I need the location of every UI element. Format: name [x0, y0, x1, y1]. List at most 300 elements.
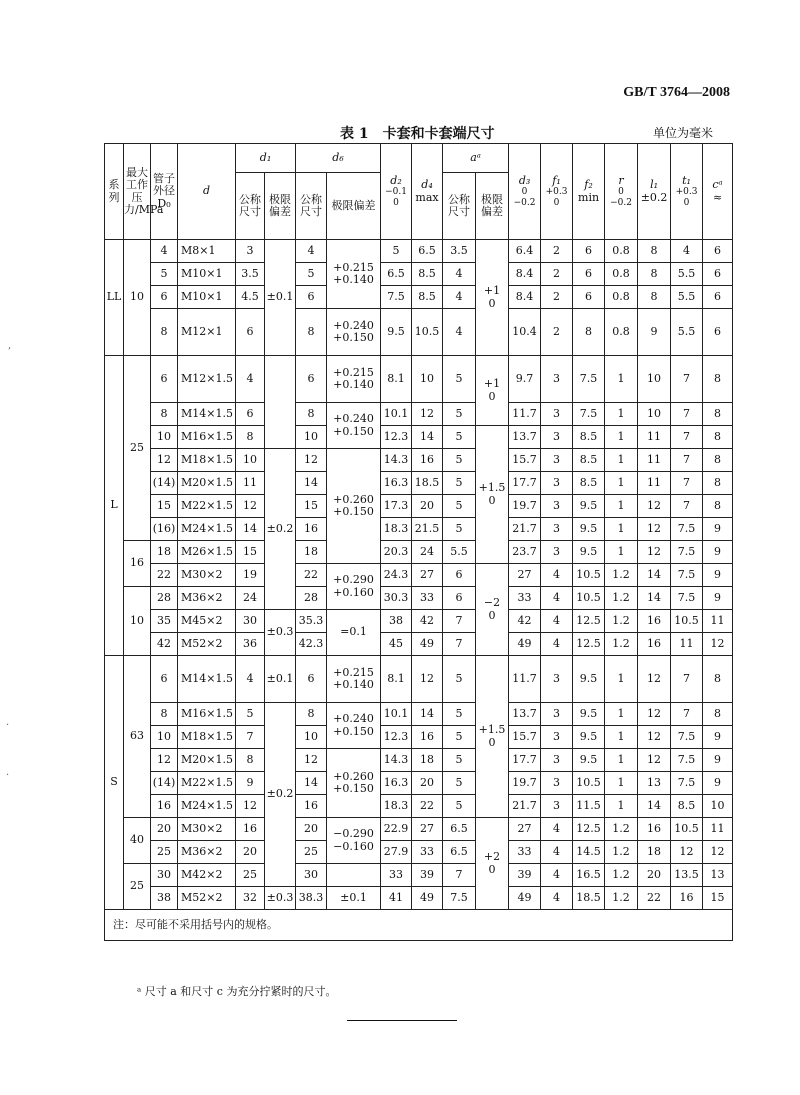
table-cell: 14: [638, 587, 671, 610]
pressure-cell: 10: [124, 587, 151, 656]
table-cell: 4.5: [236, 286, 265, 309]
table-cell: 36: [236, 633, 265, 656]
table-cell: M36×2: [178, 841, 236, 864]
table-row: [105, 309, 733, 356]
table-cell: 19.7: [509, 772, 541, 795]
tol-cell: +0.260 +0.150: [327, 449, 381, 564]
table-cell: 1.2: [605, 818, 638, 841]
table-cell: 12: [151, 749, 178, 772]
table-cell: 9.5: [573, 656, 605, 703]
table-cell: 3: [541, 449, 573, 472]
table-row: [105, 356, 733, 403]
table-cell: 12.5: [573, 610, 605, 633]
table-cell: 8: [703, 656, 733, 703]
table-cell: 33: [412, 841, 443, 864]
table-cell: 5: [443, 726, 476, 749]
table-cell: 24.3: [381, 564, 412, 587]
table-cell: 1: [605, 656, 638, 703]
table-cell: 6: [443, 564, 476, 587]
table-cell: 12: [671, 841, 703, 864]
table-cell: 9.5: [573, 726, 605, 749]
table-cell: 6: [703, 240, 733, 263]
table-cell: 0.8: [605, 240, 638, 263]
table-cell: 0.8: [605, 263, 638, 286]
table-cell: 5.5: [671, 263, 703, 286]
table-cell: 14: [638, 564, 671, 587]
table-cell: 8: [703, 426, 733, 449]
table-cell: 6: [236, 403, 265, 426]
table-cell: 12: [638, 541, 671, 564]
table-cell: 33: [381, 864, 412, 887]
table-cell: 30: [296, 864, 327, 887]
table-cell: 7.5: [671, 749, 703, 772]
table-cell: 16: [296, 795, 327, 818]
table-cell: 2: [541, 240, 573, 263]
table-cell: 4: [541, 841, 573, 864]
table-cell: 13.7: [509, 703, 541, 726]
table-cell: M42×2: [178, 864, 236, 887]
table-cell: M16×1.5: [178, 703, 236, 726]
table-cell: 3: [541, 356, 573, 403]
table-cell: 15: [236, 541, 265, 564]
table-row: [105, 610, 733, 633]
table-cell: 12: [236, 795, 265, 818]
standard-number: GB/T 3764—2008: [623, 85, 730, 100]
table-cell: 14: [638, 795, 671, 818]
table-cell: M20×1.5: [178, 472, 236, 495]
table-cell: 49: [412, 887, 443, 910]
table-cell: 9: [638, 309, 671, 356]
table-cell: 2: [541, 286, 573, 309]
table-cell: 11: [638, 449, 671, 472]
table-cell: 1: [605, 726, 638, 749]
table-cell: 38.3: [296, 887, 327, 910]
table-cell: 12: [236, 495, 265, 518]
table-cell: 1.2: [605, 610, 638, 633]
table-cell: 15: [151, 495, 178, 518]
col-a-tolerance: 极限偏差: [476, 173, 509, 240]
table-cell: 4: [443, 309, 476, 356]
table-cell: 9.5: [573, 495, 605, 518]
table-cell: 49: [509, 887, 541, 910]
table-cell: 7.5: [573, 356, 605, 403]
footnote: ᵃ 尺寸 a 和尺寸 c 为充分拧紧时的尺寸。: [137, 985, 337, 998]
table-cell: M52×2: [178, 887, 236, 910]
table-cell: 10: [703, 795, 733, 818]
table-cell: 4: [443, 286, 476, 309]
table-cell: 14: [412, 426, 443, 449]
table-cell: 7.5: [671, 772, 703, 795]
table-cell: 35.3: [296, 610, 327, 633]
table-cell: 7: [671, 426, 703, 449]
table-cell: 6.5: [412, 240, 443, 263]
table-cell: 12: [638, 726, 671, 749]
tol-cell: +0.215 +0.140: [327, 356, 381, 403]
table-cell: 8: [296, 309, 327, 356]
tol-cell: +0.215 +0.140: [327, 656, 381, 703]
table-cell: 42: [412, 610, 443, 633]
table-cell: 18: [412, 749, 443, 772]
table-cell: 15.7: [509, 726, 541, 749]
table-cell: 16.5: [573, 864, 605, 887]
table-cell: 6.5: [443, 818, 476, 841]
table-cell: 8.1: [381, 356, 412, 403]
table-cell: 1: [605, 749, 638, 772]
table-cell: 4: [541, 818, 573, 841]
table-cell: 20: [151, 818, 178, 841]
table-row: [105, 864, 733, 887]
col-a-nominal: 公称尺寸: [443, 173, 476, 240]
table-cell: M24×1.5: [178, 795, 236, 818]
table-row: [105, 841, 733, 864]
table-cell: 1: [605, 356, 638, 403]
table-cell: 28: [296, 587, 327, 610]
table-cell: 27.9: [381, 841, 412, 864]
tol-cell: +2 0: [476, 818, 509, 910]
table-cell: 10.5: [671, 610, 703, 633]
table-cell: 1: [605, 772, 638, 795]
table-cell: 22: [296, 564, 327, 587]
table-cell: 14: [296, 472, 327, 495]
table-cell: 5: [443, 495, 476, 518]
table-cell: 7: [671, 403, 703, 426]
table-cell: 11: [638, 472, 671, 495]
table-row: [105, 703, 733, 726]
table-cell: 7: [671, 449, 703, 472]
table-cell: 49: [509, 633, 541, 656]
table-cell: 13: [638, 772, 671, 795]
table-cell: 20: [638, 864, 671, 887]
table-cell: 9: [703, 726, 733, 749]
table-note: 注：尽可能不采用括号内的规格。: [105, 910, 733, 941]
table-cell: M10×1: [178, 263, 236, 286]
table-row: [105, 795, 733, 818]
col-d4: d₄ max: [412, 144, 443, 240]
table-cell: 20: [236, 841, 265, 864]
table-cell: 25: [296, 841, 327, 864]
table-cell: 8: [236, 749, 265, 772]
table-cell: 8.5: [573, 472, 605, 495]
table-row: [105, 587, 733, 610]
table-cell: 10.1: [381, 703, 412, 726]
pressure-cell: 25: [124, 356, 151, 541]
table-cell: 10: [412, 356, 443, 403]
table-cell: M22×1.5: [178, 772, 236, 795]
table-cell: 13.7: [509, 426, 541, 449]
table-cell: (14): [151, 772, 178, 795]
table-cell: 17.3: [381, 495, 412, 518]
table-cell: 15: [296, 495, 327, 518]
table-cell: 10.1: [381, 403, 412, 426]
table-cell: 22: [638, 887, 671, 910]
tol-cell: ±0.2: [265, 449, 296, 610]
table-cell: 8.1: [381, 656, 412, 703]
table-row: [105, 887, 733, 910]
table-cell: 3: [541, 541, 573, 564]
pressure-cell: 16: [124, 541, 151, 587]
table-cell: 5.5: [671, 286, 703, 309]
tol-cell: [265, 356, 296, 449]
col-f2: f₂ min: [573, 144, 605, 240]
table-cell: 8: [151, 703, 178, 726]
table-cell: 8: [703, 495, 733, 518]
table-cell: 5: [381, 240, 412, 263]
table-cell: 5.5: [443, 541, 476, 564]
table-cell: 2: [541, 309, 573, 356]
table-cell: 24: [412, 541, 443, 564]
table-cell: 14.3: [381, 749, 412, 772]
table-cell: 6.5: [381, 263, 412, 286]
col-d3: d₃ 0 −0.2: [509, 144, 541, 240]
table-cell: 8: [703, 403, 733, 426]
table-cell: 1: [605, 518, 638, 541]
table-cell: 1: [605, 426, 638, 449]
tol-cell: ±0.1: [327, 887, 381, 910]
tol-cell: +0.290 +0.160: [327, 564, 381, 610]
table-cell: 9.5: [573, 541, 605, 564]
table-cell: 14: [236, 518, 265, 541]
table-cell: 1.2: [605, 841, 638, 864]
table-row: [105, 472, 733, 495]
table-row: [105, 426, 733, 449]
table-cell: 10.5: [671, 818, 703, 841]
table-cell: 20: [296, 818, 327, 841]
table-cell: M12×1.5: [178, 356, 236, 403]
col-d6-nominal: 公称尺寸: [296, 173, 327, 240]
table-cell: 8: [296, 403, 327, 426]
table-cell: 38: [381, 610, 412, 633]
table-cell: 11.7: [509, 403, 541, 426]
tol-cell: +0.240 +0.150: [327, 403, 381, 449]
pressure-cell: 25: [124, 864, 151, 910]
table-cell: 0.8: [605, 286, 638, 309]
table-cell: 10: [296, 426, 327, 449]
table-cell: 8.4: [509, 263, 541, 286]
table-cell: 8: [638, 286, 671, 309]
table-cell: 12: [638, 656, 671, 703]
pressure-cell: 10: [124, 240, 151, 356]
table-row: [105, 495, 733, 518]
table-cell: 14: [296, 772, 327, 795]
table-cell: 42.3: [296, 633, 327, 656]
table-cell: 10: [296, 726, 327, 749]
table-cell: 10: [638, 356, 671, 403]
table-cell: 11: [236, 472, 265, 495]
table-cell: M14×1.5: [178, 403, 236, 426]
table-cell: 1.2: [605, 587, 638, 610]
col-series: 系列: [105, 144, 124, 240]
table-cell: 4: [541, 633, 573, 656]
table-cell: 1: [605, 541, 638, 564]
table-cell: 22: [151, 564, 178, 587]
table-cell: 3: [541, 472, 573, 495]
col-d2: d₂ −0.1 0: [381, 144, 412, 240]
table-cell: 41: [381, 887, 412, 910]
table-cell: 11.7: [509, 656, 541, 703]
table-cell: 6: [573, 263, 605, 286]
tol-cell: [327, 864, 381, 887]
col-pressure: 最大工作压力/MPa: [124, 144, 151, 240]
table-cell: 18.5: [573, 887, 605, 910]
table-cell: 4: [541, 587, 573, 610]
table-cell: 4: [236, 356, 265, 403]
table-cell: 16: [412, 449, 443, 472]
series-cell: S: [105, 656, 124, 910]
table-cell: 7.5: [671, 518, 703, 541]
table-cell: M26×1.5: [178, 541, 236, 564]
table-cell: 8: [236, 426, 265, 449]
table-cell: 33: [509, 841, 541, 864]
table-cell: 30: [236, 610, 265, 633]
col-d1-nominal: 公称尺寸: [236, 173, 265, 240]
table-cell: 6.4: [509, 240, 541, 263]
table-cell: 5: [443, 656, 476, 703]
table-cell: 6: [236, 309, 265, 356]
table-cell: 4: [541, 887, 573, 910]
table-cell: 4: [296, 240, 327, 263]
table-cell: 14.5: [573, 841, 605, 864]
table-cell: 4: [541, 610, 573, 633]
table-cell: 16: [671, 887, 703, 910]
table-cell: M24×1.5: [178, 518, 236, 541]
table-cell: 5: [443, 703, 476, 726]
table-cell: 16: [638, 633, 671, 656]
table-row: [105, 749, 733, 772]
table-cell: 8.5: [573, 449, 605, 472]
table-cell: 12: [703, 633, 733, 656]
table-cell: 7: [443, 610, 476, 633]
table-cell: 12: [296, 749, 327, 772]
table-cell: M36×2: [178, 587, 236, 610]
table-cell: 49: [412, 633, 443, 656]
table-cell: 15: [703, 887, 733, 910]
table-cell: 9.5: [573, 518, 605, 541]
scan-mark: ,: [8, 340, 12, 351]
table-cell: 6: [296, 286, 327, 309]
table-cell: 12: [638, 518, 671, 541]
tol-cell: ±0.1: [265, 240, 296, 356]
series-cell: LL: [105, 240, 124, 356]
table-cell: 18.5: [412, 472, 443, 495]
table-cell: 6: [296, 356, 327, 403]
tol-cell: +1 0: [476, 356, 509, 426]
table-cell: 3: [541, 403, 573, 426]
table-row: [105, 633, 733, 656]
table-cell: 12: [638, 495, 671, 518]
table-cell: M12×1: [178, 309, 236, 356]
table-cell: 6: [151, 656, 178, 703]
table-cell: 6: [703, 309, 733, 356]
table-cell: 7: [671, 495, 703, 518]
col-t1: t₁ +0.3 0: [671, 144, 703, 240]
table-cell: 7: [671, 472, 703, 495]
table-cell: 7: [236, 726, 265, 749]
table-cell: 5: [443, 426, 476, 449]
unit-label: 单位为毫米: [653, 126, 714, 140]
table-cell: 11: [638, 426, 671, 449]
tol-cell: =0.1: [327, 610, 381, 656]
table-cell: 6: [573, 240, 605, 263]
table-cell: 6: [703, 286, 733, 309]
table-cell: 4: [151, 240, 178, 263]
table-cell: 18: [296, 541, 327, 564]
table-cell: 12: [296, 449, 327, 472]
table-cell: 7: [671, 703, 703, 726]
table-cell: 6: [296, 656, 327, 703]
table-cell: 10: [151, 426, 178, 449]
tol-cell: +0.240 +0.150: [327, 309, 381, 356]
table-cell: 9.5: [381, 309, 412, 356]
table-cell: 8: [296, 703, 327, 726]
table-cell: 3: [541, 703, 573, 726]
table-cell: 1: [605, 449, 638, 472]
table-cell: 7.5: [381, 286, 412, 309]
table-cell: 19.7: [509, 495, 541, 518]
table-cell: 9: [703, 518, 733, 541]
tol-cell: +0.260 +0.150: [327, 749, 381, 818]
tol-cell: +0.240 +0.150: [327, 703, 381, 749]
table-cell: 11.5: [573, 795, 605, 818]
table-cell: 11: [703, 818, 733, 841]
table-cell: 1.2: [605, 633, 638, 656]
table-cell: 39: [412, 864, 443, 887]
dimensions-table: [104, 143, 733, 941]
table-cell: 5: [443, 518, 476, 541]
table-cell: 20: [412, 495, 443, 518]
table-cell: 16: [638, 818, 671, 841]
table-cell: 3.5: [236, 263, 265, 286]
table-cell: 12.5: [573, 818, 605, 841]
tol-cell: +1.5 0: [476, 656, 509, 818]
table-cell: 7.5: [671, 541, 703, 564]
table-cell: 12.5: [573, 633, 605, 656]
table-cell: 17.7: [509, 749, 541, 772]
table-cell: 22.9: [381, 818, 412, 841]
table-caption: 表 1 卡套和卡套端尺寸: [340, 126, 495, 142]
table-cell: 10.5: [573, 564, 605, 587]
tol-cell: ±0.1: [265, 656, 296, 703]
table-cell: 10.5: [573, 587, 605, 610]
table-cell: M14×1.5: [178, 656, 236, 703]
table-cell: 45: [381, 633, 412, 656]
table-cell: 8: [703, 472, 733, 495]
table-cell: 4: [541, 564, 573, 587]
table-row: [105, 564, 733, 587]
table-cell: 16: [638, 610, 671, 633]
table-cell: 9.5: [573, 703, 605, 726]
table-cell: 4: [541, 864, 573, 887]
table-cell: 27: [412, 564, 443, 587]
col-d1-tolerance: 极限偏差: [265, 173, 296, 240]
table-cell: 8.4: [509, 286, 541, 309]
table-cell: 18.3: [381, 518, 412, 541]
table-row: [105, 518, 733, 541]
table-cell: 18.3: [381, 795, 412, 818]
tol-cell: ±0.3: [265, 887, 296, 910]
table-cell: 11: [703, 610, 733, 633]
table-cell: 12: [412, 656, 443, 703]
table-cell: 8.5: [412, 263, 443, 286]
table-cell: 22: [412, 795, 443, 818]
table-cell: 12: [638, 703, 671, 726]
table-cell: 7: [443, 864, 476, 887]
table-cell: 5: [443, 772, 476, 795]
table-cell: 3: [541, 772, 573, 795]
table-cell: 10: [151, 726, 178, 749]
table-cell: 10: [638, 403, 671, 426]
table-row: [105, 818, 733, 841]
table-cell: 27: [509, 564, 541, 587]
